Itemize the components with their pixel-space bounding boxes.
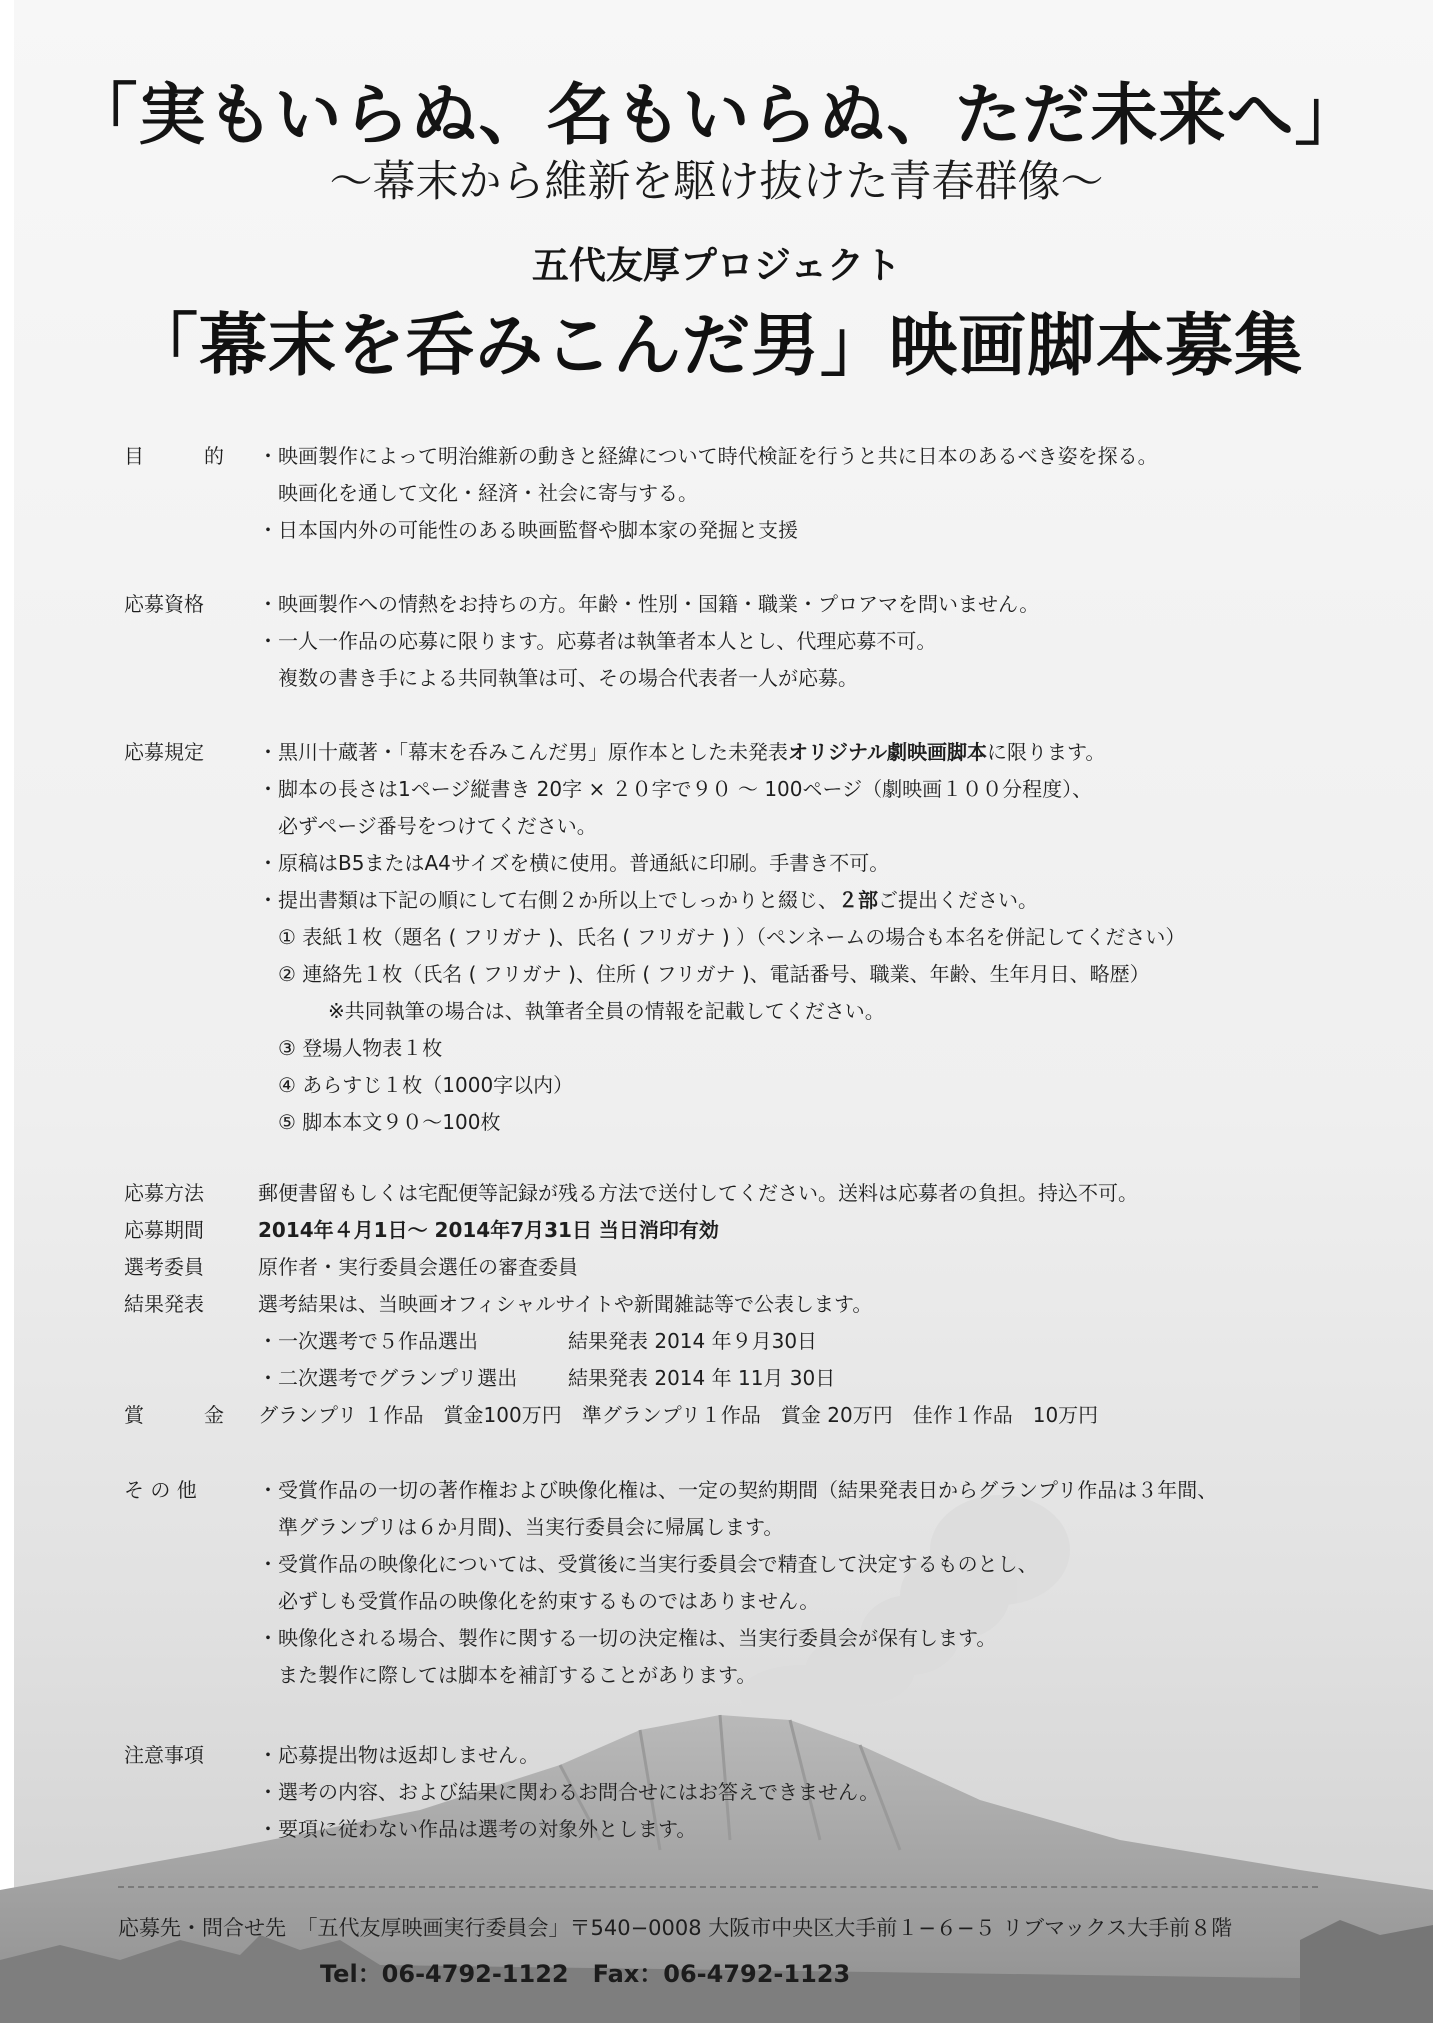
rules-line-end: ご提出ください。 — [878, 888, 1038, 912]
section-label: 応募規定 — [124, 740, 204, 764]
document-item: ③ 登場人物表１枚 — [278, 1036, 443, 1060]
flyer-title: 「幕末を呑みこんだ男」映画脚本募集 — [129, 307, 1303, 386]
rules-line: 必ずページ番号をつけてください。 — [278, 814, 597, 838]
selection-date: 結果発表 2014 年９月30日 — [568, 1329, 818, 1353]
section-label: 応募資格 — [124, 592, 204, 616]
section-line: ・映像化される場合、製作に関する一切の決定権は、当実行委員会が保有します。 — [258, 1626, 997, 1650]
selection-round: ・一次選考で５作品選出 — [258, 1329, 478, 1353]
section-line: ・要項に従わない作品は選考の対象外とします。 — [258, 1817, 697, 1841]
section-line: 必ずしも受賞作品の映像化を約束するものではありません。 — [278, 1589, 820, 1613]
section-line: 2014年４月1日〜 2014年7月31日 当日消印有効 — [258, 1218, 719, 1242]
section-label: 応募期間 — [124, 1218, 204, 1242]
rules-line: ・原稿はB5またはA4サイズを横に使用。普通紙に印刷。手書き不可。 — [258, 851, 890, 875]
selection-round: ・二次選考でグランプリ選出 — [258, 1366, 518, 1390]
section-line: 原作者・実行委員会選任の審査委員 — [258, 1255, 578, 1279]
section-label: 選考委員 — [124, 1255, 204, 1279]
document-item: ④ あらすじ１枚（1000字以内） — [278, 1073, 574, 1097]
rules-line: ・脚本の長さは1ページ縦書き 20字 × ２０字で９０ 〜 100ページ（劇映画１００分程度）、 — [258, 777, 1093, 801]
section-line: ・受賞作品の映像化については、受賞後に当実行委員会で精査して決定するものとし、 — [258, 1552, 1038, 1576]
section-notes — [0, 1737, 1433, 1774]
document-item: ⑤ 脚本本文９０〜100枚 — [278, 1110, 501, 1134]
section-line: ・受賞作品の一切の著作権および映像化権は、一定の契約期間（結果発表日からグランプリ作品は３年間、 — [258, 1478, 1218, 1502]
rules-highlight: ２部 — [838, 888, 878, 912]
contact-phone: Tel：06-4792-1122 Fax：06-4792-1123 — [320, 1960, 851, 1988]
section-line: グランプリ １作品 賞金100万円 準グランプリ１作品 賞金 20万円 佳作１作品 10万円 — [258, 1403, 1099, 1427]
selection-date: 結果発表 2014 年 11月 30日 — [568, 1366, 836, 1390]
contact-address: 応募先・問合せ先 「五代友厚映画実行委員会」〒540−0008 大阪市中央区大手前１−６−５ リブマックス大手前８階 — [118, 1916, 1233, 1940]
rules-line: ・黒川十蔵著・「幕末を呑みこんだ男」原作本とした未発表 — [258, 740, 788, 764]
section-line: ・映画製作によって明治維新の動きと経緯について時代検証を行うと共に日本のあるべき姿を探る。 — [258, 444, 1158, 468]
project-name: 五代友厚プロジェクト — [531, 244, 902, 287]
section-label: 目 的 — [124, 444, 244, 468]
dashed-divider — [118, 1886, 1318, 1888]
document-item: ② 連絡先１枚（氏名 ( フリガナ )、住所 ( フリガナ )、電話番号、職業、年齢、生年月日、略歴） — [278, 962, 1150, 986]
document-note: ※共同執筆の場合は、執筆者全員の情報を記載してください。 — [328, 999, 885, 1023]
section-label: 結果発表 — [124, 1292, 204, 1316]
section-line: ・選考の内容、および結果に関わるお問合せにはお答えできません。 — [258, 1780, 880, 1804]
section-method — [0, 1175, 1433, 1212]
main-catchphrase: 「実もいらぬ、名もいらぬ、ただ未来へ」 — [70, 75, 1363, 154]
section-label: 賞 金 — [124, 1403, 244, 1427]
section-judges — [0, 1249, 1433, 1286]
section-other — [0, 1472, 1433, 1509]
section-period — [0, 1212, 1433, 1249]
rules-highlight: オリジナル劇映画脚本 — [788, 740, 987, 764]
section-rules — [0, 734, 1433, 771]
section-line: また製作に際しては脚本を補訂することがあります。 — [278, 1663, 757, 1687]
rules-line-end: に限ります。 — [987, 740, 1106, 764]
section-line: 郵便書留もしくは宅配便等記録が残る方法で送付してください。送料は応募者の負担。持込不可。 — [258, 1181, 1138, 1205]
section-line: 複数の書き手による共同執筆は可、その場合代表者一人が応募。 — [278, 666, 858, 690]
document-item: ① 表紙１枚（題名 ( フリガナ )、氏名 ( フリガナ ) ）（ペンネームの場合も本名を併記してください） — [278, 925, 1186, 949]
section-prize — [0, 1397, 1433, 1434]
section-line: 映画化を通して文化・経済・社会に寄与する。 — [278, 481, 698, 505]
section-label: そ の 他 — [124, 1478, 197, 1502]
sub-catchphrase: 〜幕末から維新を駆け抜けた青春群像〜 — [329, 157, 1104, 207]
section-line: ・応募提出物は返却しません。 — [258, 1743, 540, 1767]
section-eligibility — [0, 586, 1433, 623]
rules-line: ・提出書類は下記の順にして右側２か所以上でしっかりと綴じ、 — [258, 888, 838, 912]
section-line: ・日本国内外の可能性のある映画監督や脚本家の発掘と支援 — [258, 518, 798, 542]
section-line: 準グランプリは６か月間)、当実行委員会に帰属します。 — [278, 1515, 784, 1539]
section-line: ・一人一作品の応募に限ります。応募者は執筆者本人とし、代理応募不可。 — [258, 629, 937, 653]
section-line: 選考結果は、当映画オフィシャルサイトや新聞雑誌等で公表します。 — [258, 1292, 873, 1316]
section-label: 応募方法 — [124, 1181, 204, 1205]
section-label: 注意事項 — [124, 1743, 204, 1767]
section-results — [0, 1286, 1433, 1323]
section-purpose — [0, 438, 1433, 475]
section-line: ・映画製作への情熱をお持ちの方。年齢・性別・国籍・職業・プロアマを問いません。 — [258, 592, 1040, 616]
